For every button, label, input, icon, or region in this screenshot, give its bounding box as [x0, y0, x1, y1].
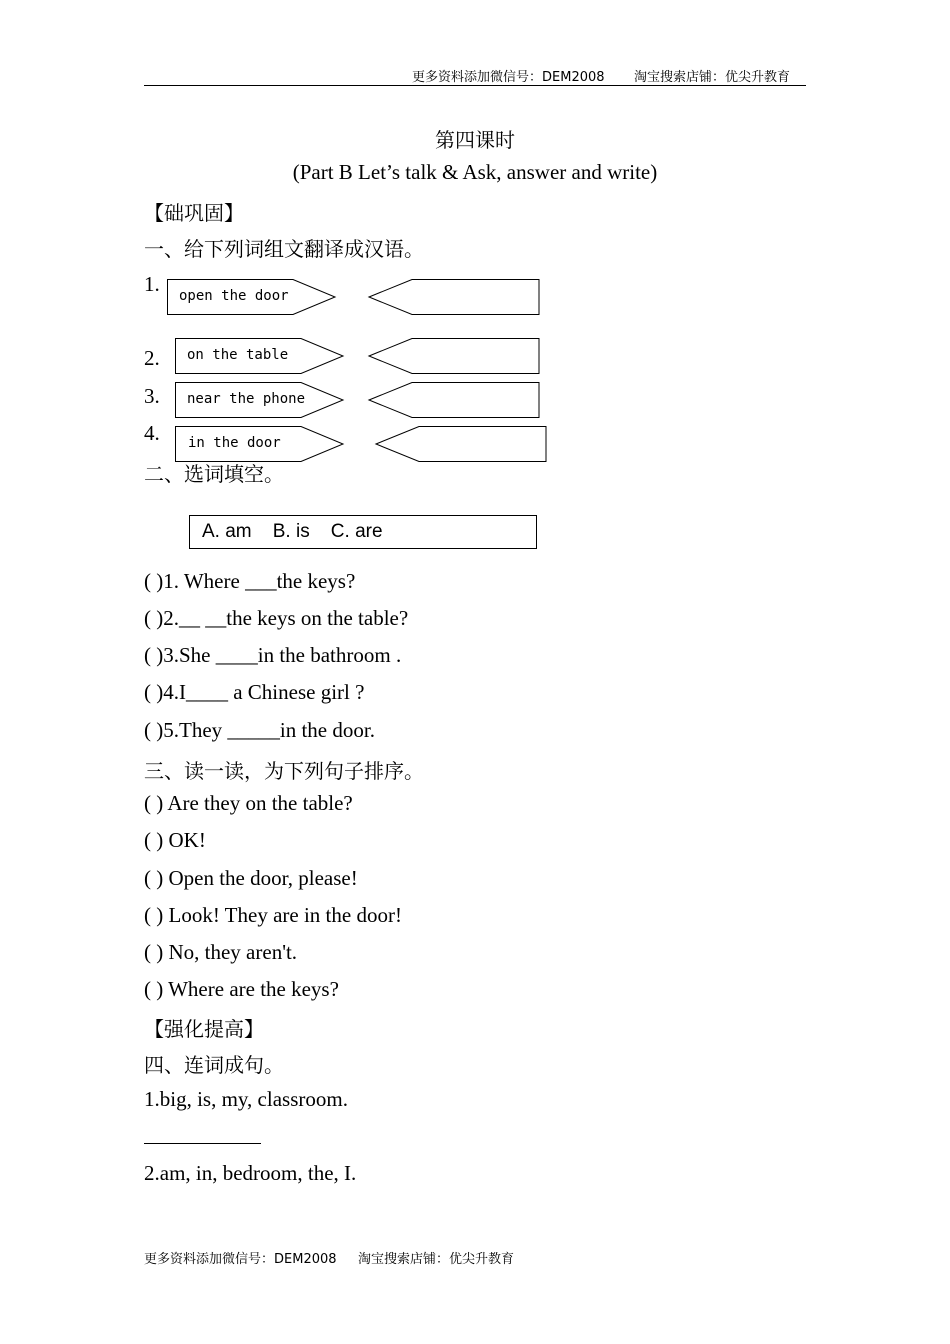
q4-heading: 四、连词成句。	[144, 1053, 284, 1077]
q2-item: ( )1. Where ___the keys?	[144, 569, 356, 593]
q3-item: ( ) No, they aren't.	[144, 940, 298, 964]
header-divider	[144, 85, 806, 86]
q3-item: ( ) OK!	[144, 828, 206, 852]
q1-heading: 一、给下列词组文翻译成汉语。	[144, 237, 424, 261]
q3-item: ( ) Where are the keys?	[144, 977, 339, 1001]
q1-phrase: open the door	[179, 288, 289, 304]
q3-item: ( ) Are they on the table?	[144, 791, 353, 815]
q1-item-number: 4.	[144, 421, 160, 445]
q3-heading: 三、读一读，为下列句子排序。	[144, 759, 424, 783]
q2-item: ( )4.I____ a Chinese girl ?	[144, 680, 365, 704]
q1-item-number: 2.	[144, 346, 160, 370]
section-basic: 【础巩固】	[144, 201, 244, 225]
answer-arrow-box[interactable]	[375, 426, 548, 463]
q4-item: 2.am, in, bedroom, the, I.	[144, 1161, 357, 1185]
answer-arrow-box[interactable]	[368, 338, 541, 375]
q1-phrase: near the phone	[187, 391, 306, 407]
q1-item-number: 3.	[144, 384, 160, 408]
footer-wechat: 更多资料添加微信号：DEM2008	[144, 1252, 337, 1267]
q1-phrase: on the table	[187, 347, 289, 363]
q4-item: 1.big, is, my, classroom.	[144, 1087, 348, 1111]
q2-item: ( )2.__ __the keys on the table?	[144, 606, 409, 630]
q3-item: ( ) Look! They are in the door!	[144, 903, 402, 927]
section-advanced: 【强化提高】	[144, 1017, 264, 1041]
answer-line[interactable]	[144, 1143, 261, 1144]
page-title: 第四课时	[435, 128, 515, 152]
q2-item: ( )5.They _____in the door.	[144, 718, 375, 742]
header-taobao: 淘宝搜索店铺：优尖升教育	[634, 70, 791, 85]
footer-taobao: 淘宝搜索店铺：优尖升教育	[358, 1252, 515, 1267]
q3-item: ( ) Open the door, please!	[144, 866, 358, 890]
q2-item: ( )3.She ____in the bathroom .	[144, 643, 402, 667]
answer-arrow-box[interactable]	[368, 382, 541, 419]
header-wechat: 更多资料添加微信号：DEM2008	[412, 70, 605, 85]
options-box: A. am B. is C. are	[189, 515, 537, 549]
q1-item-number: 1.	[144, 272, 160, 296]
answer-arrow-box[interactable]	[368, 279, 541, 316]
q2-heading: 二、选词填空。	[144, 462, 284, 486]
q1-phrase: in the door	[188, 435, 281, 451]
page-subtitle: (Part B Let’s talk & Ask, answer and write)	[292, 160, 658, 184]
